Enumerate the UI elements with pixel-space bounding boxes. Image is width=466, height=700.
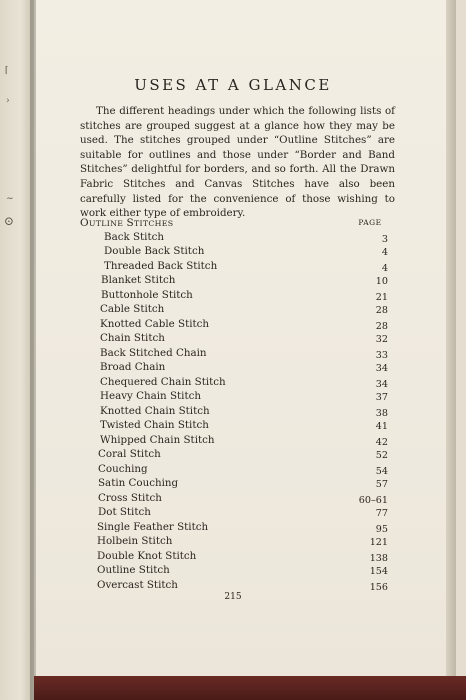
facing-page-glyph: ∼ bbox=[6, 194, 14, 204]
list-item bbox=[0, 521, 466, 535]
stitch-name: Outline Stitch bbox=[97, 564, 170, 577]
list-item bbox=[0, 361, 466, 375]
page-reference: 77 bbox=[375, 508, 388, 520]
list-item bbox=[0, 289, 466, 303]
stitch-name: Back Stitch bbox=[104, 231, 165, 243]
stitch-name: Broad Chain bbox=[100, 361, 166, 374]
page-reference: 4 bbox=[381, 262, 388, 274]
page-reference: 34 bbox=[375, 363, 388, 375]
list-item bbox=[0, 318, 466, 332]
stitch-name: Knotted Cable Stitch bbox=[100, 317, 210, 330]
page-reference: 121 bbox=[369, 537, 388, 549]
list-item bbox=[0, 506, 466, 520]
page-reference: 38 bbox=[375, 407, 388, 419]
stitch-name: Double Back Stitch bbox=[104, 245, 205, 258]
list-item bbox=[0, 245, 466, 259]
stitch-name: Dot Stitch bbox=[98, 506, 151, 519]
stitch-name: Chequered Chain Stitch bbox=[100, 375, 226, 388]
page-reference: 54 bbox=[375, 465, 388, 477]
page-reference: 10 bbox=[375, 276, 388, 288]
list-item bbox=[0, 550, 466, 564]
facing-page-glyph: ⊙ bbox=[4, 214, 15, 228]
stitch-name: Couching bbox=[98, 462, 148, 475]
page-reference: 95 bbox=[375, 523, 388, 535]
page-number: 215 bbox=[224, 592, 242, 602]
section-heading: OUTLINE STITCHES bbox=[80, 217, 174, 229]
book-cover-edge bbox=[34, 676, 466, 700]
stitch-name: Buttonhole Stitch bbox=[101, 288, 193, 301]
list-item bbox=[0, 332, 466, 346]
stitch-name: Holbein Stitch bbox=[97, 535, 173, 548]
facing-page-glyph: ⌈ bbox=[5, 66, 9, 76]
page-reference: 156 bbox=[369, 581, 388, 593]
page-reference: 37 bbox=[375, 392, 388, 404]
stitch-name: Coral Stitch bbox=[98, 448, 161, 461]
page-reference: 4 bbox=[381, 247, 388, 259]
list-item bbox=[0, 434, 466, 448]
stitch-name: Satin Couching bbox=[98, 477, 179, 490]
list-item bbox=[0, 274, 466, 288]
stitch-name: Overcast Stitch bbox=[97, 578, 178, 591]
list-item bbox=[0, 579, 466, 593]
page-reference: 42 bbox=[375, 436, 388, 448]
list-item bbox=[0, 390, 466, 404]
stitch-name: Threaded Back Stitch bbox=[104, 259, 218, 272]
list-item bbox=[0, 448, 466, 462]
stitch-name: Double Knot Stitch bbox=[97, 549, 197, 562]
page-reference: 60–61 bbox=[358, 494, 388, 506]
list-item bbox=[0, 564, 466, 578]
list-item bbox=[0, 463, 466, 477]
list-item bbox=[0, 405, 466, 419]
stitch-name: Knotted Chain Stitch bbox=[100, 404, 210, 417]
stitch-name: Heavy Chain Stitch bbox=[100, 390, 201, 403]
page-reference: 28 bbox=[375, 305, 388, 317]
list-item bbox=[0, 303, 466, 317]
list-item bbox=[0, 260, 466, 274]
page-reference: 154 bbox=[369, 566, 388, 578]
page-title: USES AT A GLANCE bbox=[134, 76, 332, 94]
page-reference: 32 bbox=[375, 334, 388, 346]
list-item bbox=[0, 376, 466, 390]
stitch-name: Single Feather Stitch bbox=[97, 520, 209, 533]
facing-page-glyph: › bbox=[6, 96, 10, 106]
page-reference: 138 bbox=[369, 552, 388, 564]
list-item bbox=[0, 231, 466, 245]
page-reference: 52 bbox=[375, 450, 388, 462]
stitch-name: Chain Stitch bbox=[100, 332, 165, 345]
page-reference: 33 bbox=[375, 349, 388, 361]
page-reference: 57 bbox=[375, 479, 388, 491]
list-item bbox=[0, 347, 466, 361]
list-item bbox=[0, 477, 466, 491]
page-reference: 21 bbox=[375, 291, 388, 303]
intro-paragraph: The different headings under which the following lists of stitches are grouped suggest at a glance how they may be used. The stitches grouped under “Outline Stitches” are suitable for outlines and those under “Border and Band Stitches” delightful for borders, and so forth. All the Drawn Fabric Stitches and Canvas Stitches have also been carefully listed for the convenience of those wishing to work either type of embroidery. bbox=[80, 105, 395, 220]
stitch-name: Whipped Chain Stitch bbox=[100, 433, 215, 446]
list-item bbox=[0, 535, 466, 549]
stitch-name: Twisted Chain Stitch bbox=[100, 419, 209, 432]
stitch-name: Blanket Stitch bbox=[101, 274, 176, 287]
page-reference: 28 bbox=[375, 320, 388, 332]
list-item bbox=[0, 419, 466, 433]
page-reference: 3 bbox=[381, 234, 388, 245]
page-reference: 41 bbox=[375, 421, 388, 433]
stitch-name: Back Stitched Chain bbox=[100, 346, 207, 359]
page-reference: 34 bbox=[375, 378, 388, 390]
stitch-name: Cross Stitch bbox=[98, 491, 162, 504]
page-column-heading: PAGE bbox=[358, 218, 382, 227]
list-item bbox=[0, 492, 466, 506]
stitch-name: Cable Stitch bbox=[100, 303, 165, 316]
